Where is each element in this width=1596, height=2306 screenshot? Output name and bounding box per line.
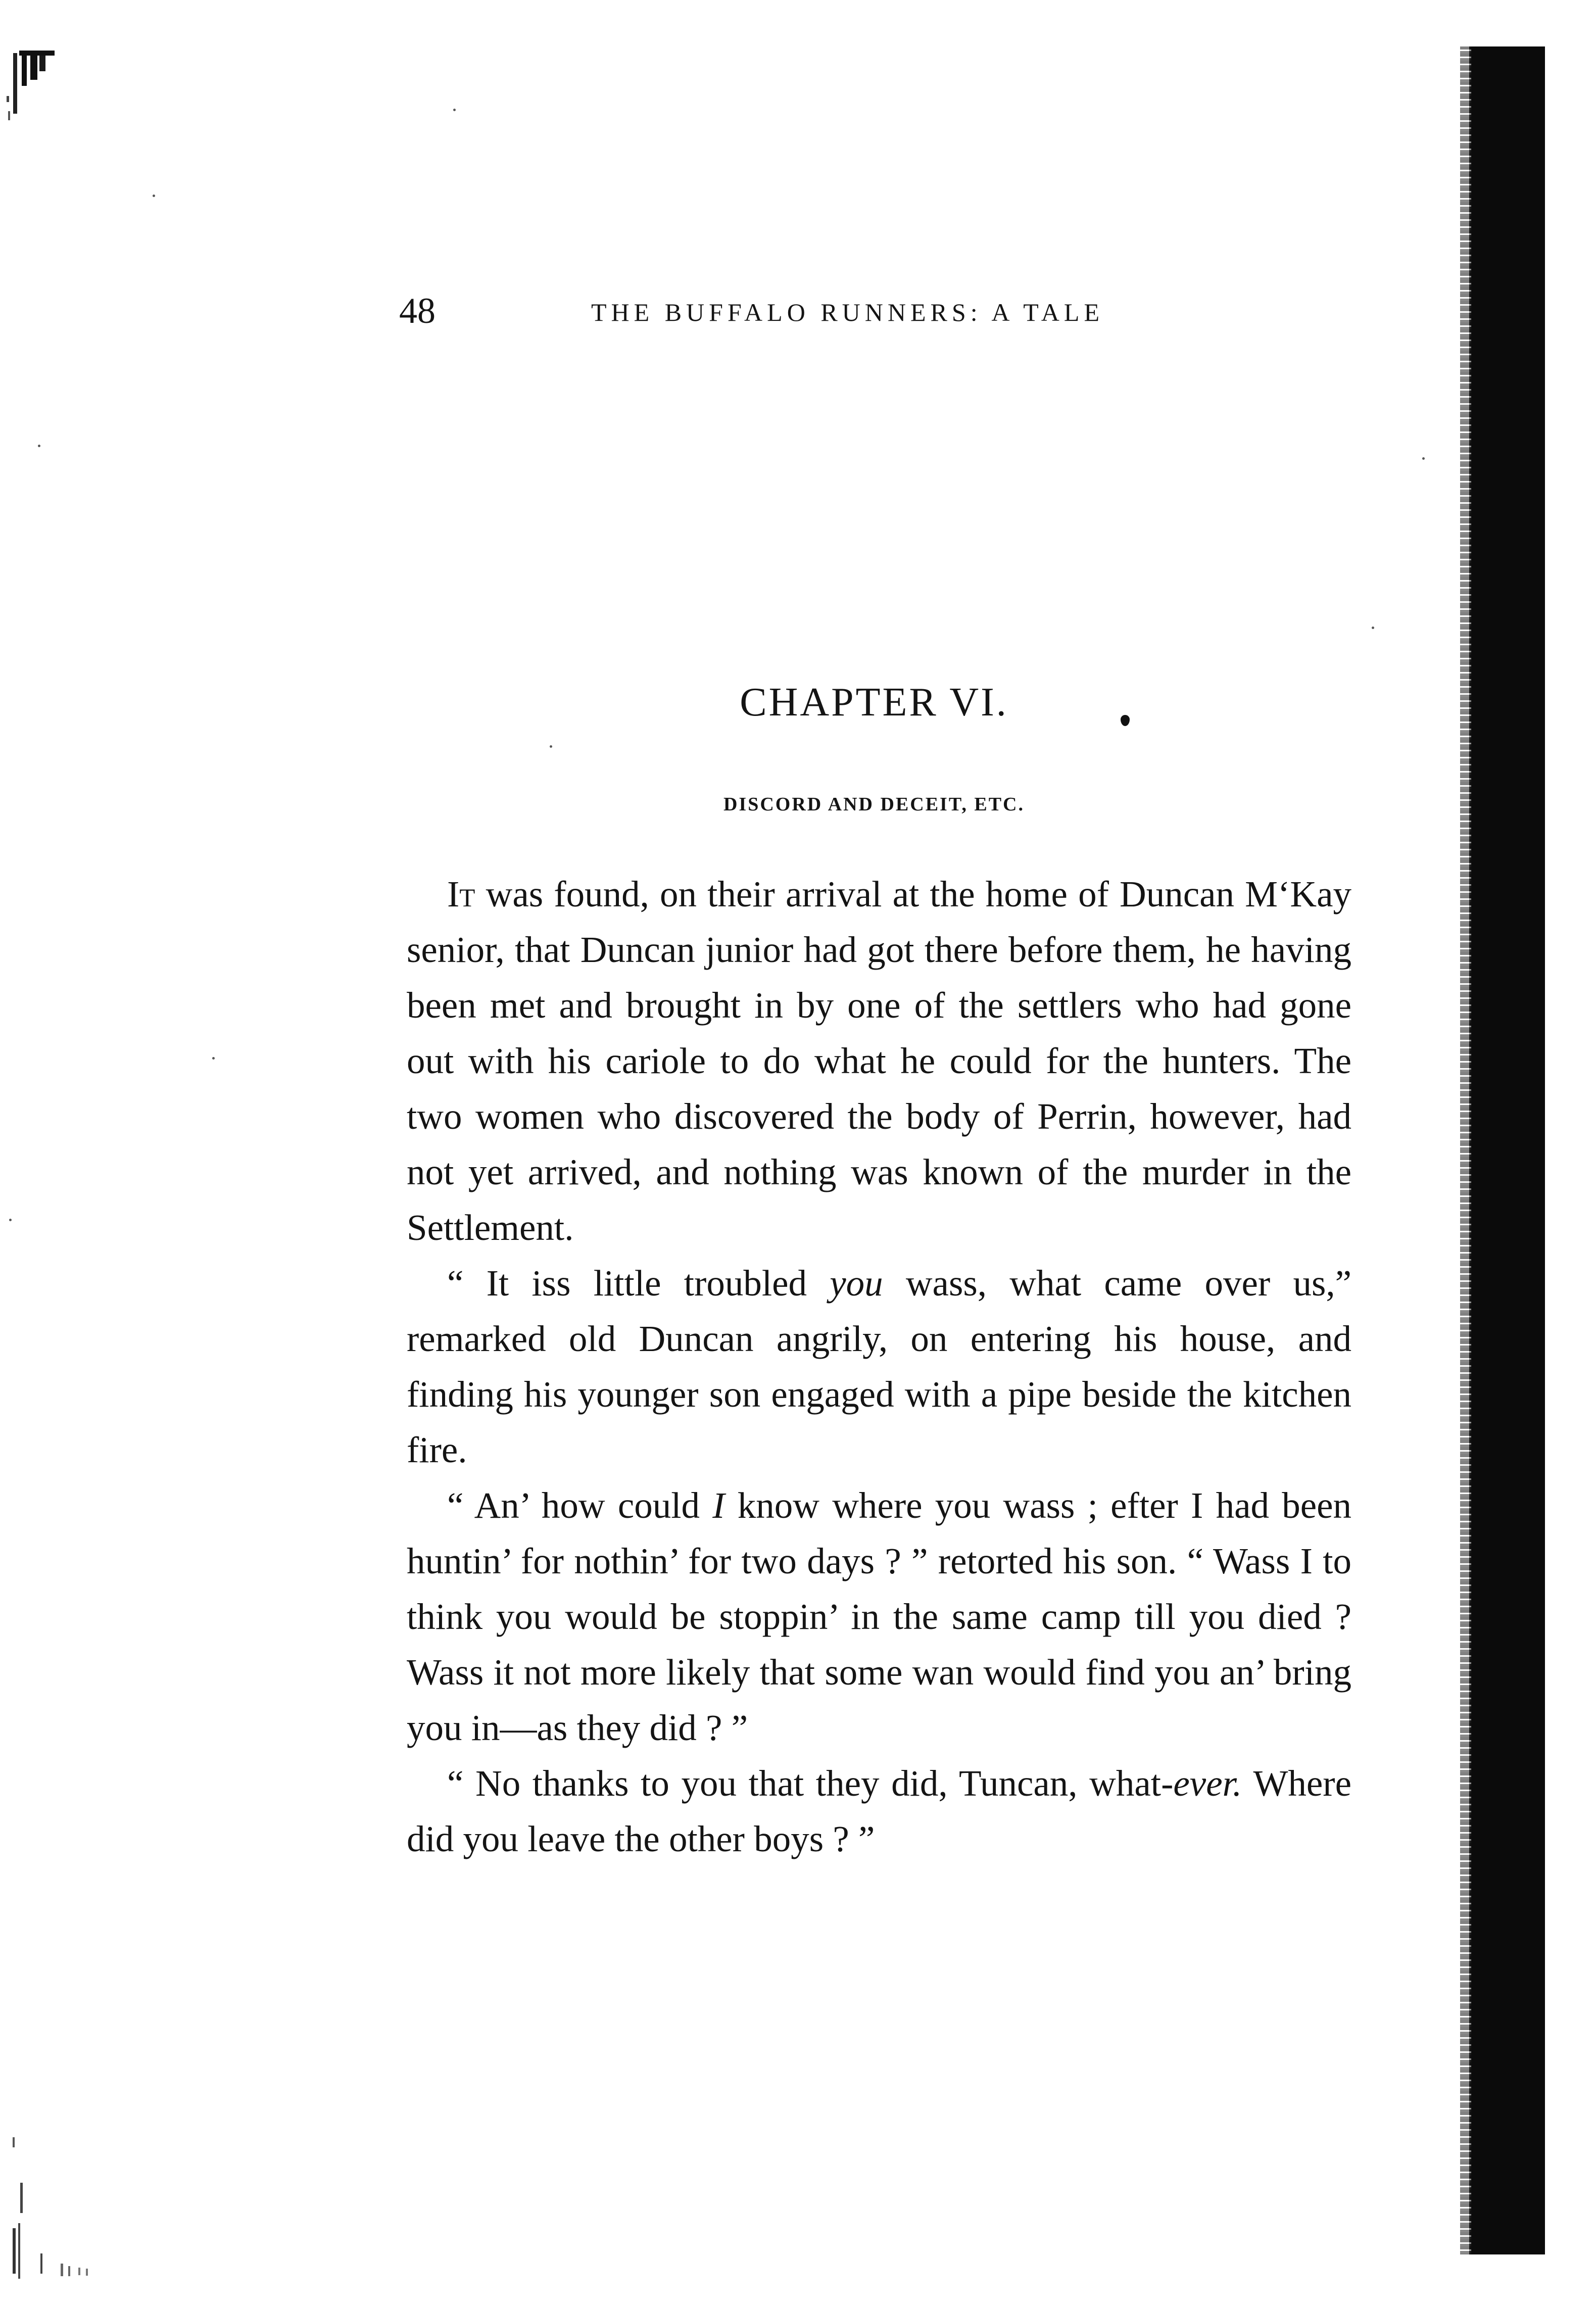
scan-speck bbox=[453, 109, 456, 111]
page-binding-edge bbox=[1469, 46, 1545, 2254]
running-head bbox=[399, 288, 1157, 333]
paragraph-2 bbox=[407, 1256, 1351, 1478]
running-title: THE BUFFALO RUNNERS: A TALE bbox=[591, 298, 1104, 326]
chapter-title: CHAPTER VI. bbox=[740, 680, 1008, 725]
opening-word: It bbox=[447, 874, 475, 915]
paragraph-4 bbox=[407, 1756, 1351, 1867]
scan-speck bbox=[550, 745, 552, 748]
scan-speck bbox=[1372, 627, 1374, 629]
scan-speck bbox=[9, 1219, 12, 1221]
paragraph-text: know where you wass ; efter I had been huntin’ for nothin’ for two days ? ” retorted his son. “ Wass I to think you would be stoppin’ in the same camp till you died ? Wass it not more likely that some wan would find you an’ bring you in—as they did ? ” bbox=[407, 1485, 1351, 1748]
body-text bbox=[407, 867, 1351, 1867]
paragraph-text: “ It iss little troubled bbox=[447, 1263, 830, 1304]
scan-speck bbox=[1422, 457, 1425, 460]
paragraph-text: “ No thanks to you that they did, Tuncan, what- bbox=[447, 1763, 1174, 1804]
scan-speck bbox=[153, 195, 155, 197]
paragraph-1 bbox=[407, 867, 1351, 1256]
emphasis: ever. bbox=[1173, 1763, 1242, 1804]
paragraph-text: wass, what came over us,” remarked old Duncan angrily, on entering his house, and finding his younger son engaged with a pipe beside the kitchen fire. bbox=[407, 1263, 1351, 1470]
ink-smudge-top-left bbox=[4, 48, 65, 124]
scan-speck bbox=[38, 445, 40, 447]
paragraph-3 bbox=[407, 1478, 1351, 1756]
emphasis: I bbox=[712, 1485, 725, 1526]
paragraph-text: was found, on their arrival at the home of Duncan M‘Kay senior, that Duncan junior had got there before them, he having been met and brought in by one of the settlers who had gone out with his cariole to do what he could for the hunters. The two women who discovered the body of Perrin, however, had not yet arrived, and nothing was known of the murder in the Settlement. bbox=[407, 874, 1351, 1248]
ink-smudge-bottom-left bbox=[10, 2137, 141, 2289]
chapter-subtitle: DISCORD AND DECEIT, ETC. bbox=[723, 794, 1025, 815]
page-number: 48 bbox=[399, 291, 436, 331]
emphasis: you bbox=[830, 1263, 883, 1304]
paragraph-text: Where did you leave the other boys ? ” bbox=[407, 1763, 1352, 1859]
scan-speck bbox=[212, 1057, 215, 1060]
paragraph-text: “ An’ how could bbox=[447, 1485, 713, 1526]
